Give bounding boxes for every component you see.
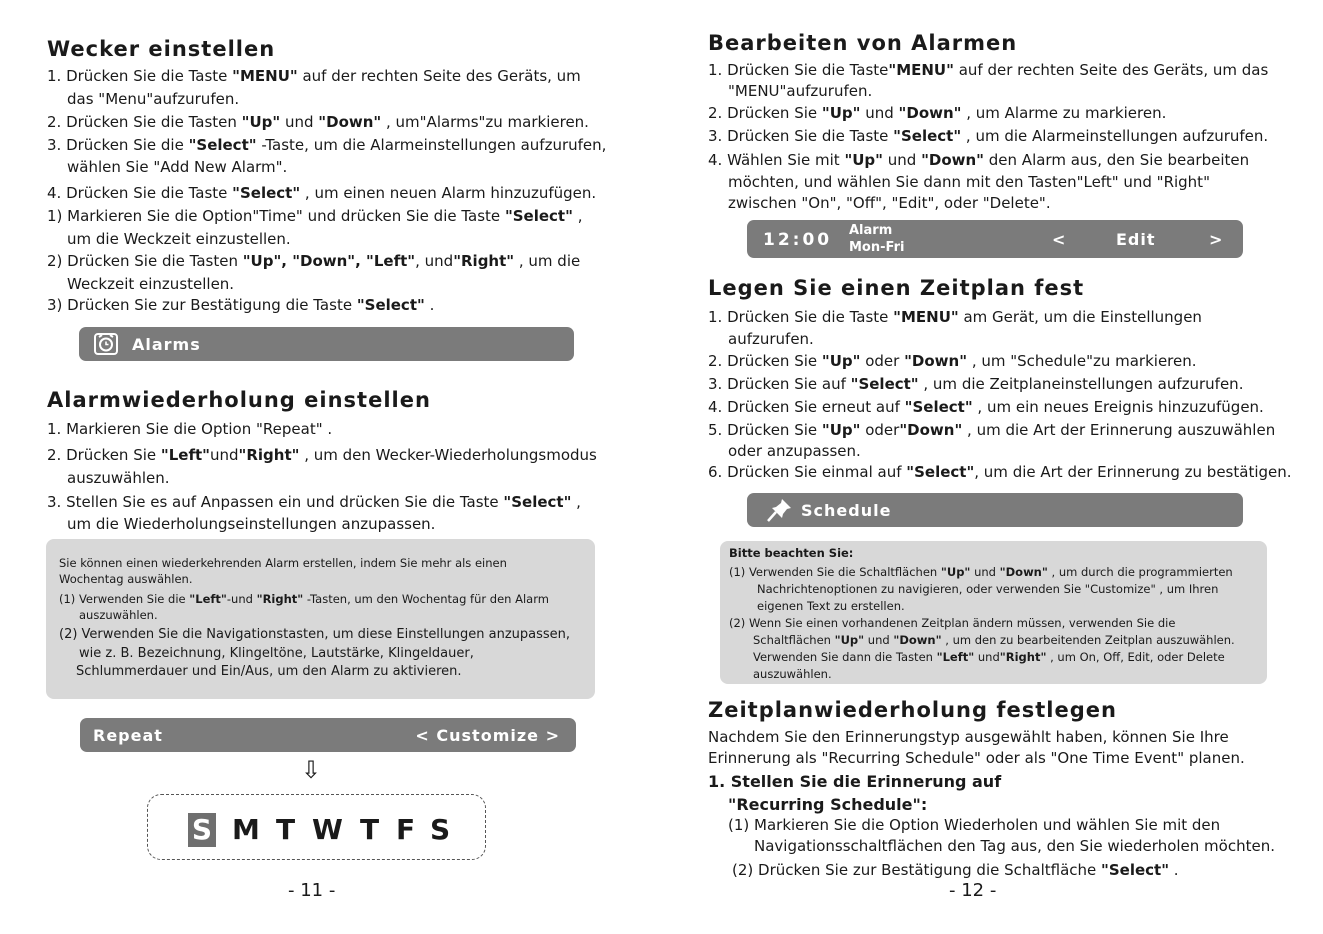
step-4: 4. Drücken Sie die Taste "Select" , um einen neuen Alarm hinzuzufügen. xyxy=(47,184,597,202)
note-line: wie z. B. Bezeichnung, Klingeltöne, Lautstärke, Klingeldauer, xyxy=(79,646,474,661)
schedule-step-3: 3. Drücken Sie auf "Select" , um die Zeitplaneinstellungen aufzurufen. xyxy=(708,375,1244,393)
alarm-days: Mon-Fri xyxy=(849,240,905,255)
note-line: (1) Verwenden Sie die "Left"-und "Right" -Tasten, um den Wochentag für den Alarm xyxy=(59,592,549,606)
repeat-setting-bar xyxy=(80,718,576,752)
repeat-step-3: 3. Stellen Sie es auf Anpassen ein und drücken Sie die Taste "Select" , xyxy=(47,493,581,511)
alarm-time: 12:00 xyxy=(763,230,833,250)
repeat-step-3-cont: um die Wiederholungseinstellungen anzupassen. xyxy=(67,515,436,533)
edit-step-4-cont: möchten, und wählen Sie dann mit den Tasten"Left" und "Right" xyxy=(728,173,1210,191)
note-line: auszuwählen. xyxy=(753,667,832,681)
edit-step-1: 1. Drücken Sie die Taste"MENU" auf der rechten Seite des Geräts, um das xyxy=(708,61,1269,79)
note-line: Wochentag auswählen. xyxy=(59,572,193,586)
recurring-step-1: (1) Markieren Sie die Option Wiederholen und wählen Sie mit den xyxy=(728,816,1221,834)
substep-2: 2) Drücken Sie die Tasten "Up", "Down", "Left", und"Right" , um die xyxy=(47,252,581,270)
next-option-arrow: > xyxy=(1209,230,1224,249)
weekday-selector xyxy=(147,794,486,860)
step-3-cont: wählen Sie "Add New Alarm". xyxy=(67,158,288,176)
note-line: eigenen Text zu erstellen. xyxy=(757,599,905,613)
step-1: 1. Drücken Sie die Taste "MENU" auf der rechten Seite des Geräts, um xyxy=(47,67,581,85)
recurring-step-2: (2) Drücken Sie zur Bestätigung die Schaltfläche "Select" . xyxy=(732,861,1179,879)
day-wednesday: W xyxy=(312,813,343,846)
down-arrow-icon: ⇩ xyxy=(301,756,322,784)
repeat-step-1: 1. Markieren Sie die Option "Repeat" . xyxy=(47,420,333,438)
edit-step-2: 2. Drücken Sie "Up" und "Down" , um Alarme zu markieren. xyxy=(708,104,1167,122)
heading-wecker-einstellen: Wecker einstellen xyxy=(47,37,276,61)
repeat-step-2-cont: auszuwählen. xyxy=(67,469,170,487)
note-line: Schlummerdauer und Ein/Aus, um den Alarm zu aktivieren. xyxy=(76,664,462,679)
step-2: 2. Drücken Sie die Tasten "Up" und "Down" , um"Alarms"zu markieren. xyxy=(47,113,589,131)
schedule-note-box xyxy=(720,541,1267,684)
heading-zeitplanwiederholung: Zeitplanwiederholung festlegen xyxy=(708,698,1117,722)
repeat-step-2: 2. Drücken Sie "Left"und"Right" , um den Wecker-Wiederholungsmodus xyxy=(47,446,597,464)
recurring-step-1-cont: Navigationsschaltflächen den Tag aus, den Sie wiederholen möchten. xyxy=(754,837,1275,855)
edit-step-4-cont2: zwischen "On", "Off", "Edit", oder "Delete". xyxy=(728,194,1051,212)
recurring-heading-cont: "Recurring Schedule": xyxy=(728,795,928,814)
day-tuesday: T xyxy=(276,813,296,846)
schedule-step-1: 1. Drücken Sie die Taste "MENU" am Gerät, um die Einstellungen xyxy=(708,308,1202,326)
note-line: auszuwählen. xyxy=(79,608,158,622)
repeat-intro-cont: Erinnerung als "Recurring Schedule" oder als "One Time Event" planen. xyxy=(708,749,1245,767)
schedule-step-1-cont: aufzurufen. xyxy=(728,330,814,348)
page-number: - 11 - xyxy=(288,880,336,901)
pushpin-icon xyxy=(765,497,795,527)
alarm-edit-bar xyxy=(747,220,1243,258)
substep-3: 3) Drücken Sie zur Bestätigung die Taste "Select" . xyxy=(47,296,435,314)
note-line: (2) Verwenden Sie die Navigationstasten, um diese Einstellungen anzupassen, xyxy=(59,627,571,642)
recurring-heading: 1. Stellen Sie die Erinnerung auf xyxy=(708,772,1002,791)
schedule-step-6: 6. Drücken Sie einmal auf "Select", um die Art der Erinnerung zu bestätigen. xyxy=(708,463,1292,481)
day-saturday: S xyxy=(430,813,451,846)
page-number: - 12 - xyxy=(949,880,997,901)
edit-step-3: 3. Drücken Sie die Taste "Select" , um die Alarmeinstellungen aufzurufen. xyxy=(708,127,1269,145)
alarm-name: Alarm xyxy=(849,223,893,238)
step-3: 3. Drücken Sie die "Select" -Taste, um die Alarmeinstellungen aufzurufen, xyxy=(47,136,607,154)
page-12 xyxy=(661,0,1323,934)
schedule-step-5: 5. Drücken Sie "Up" oder"Down" , um die Art der Erinnerung auszuwählen xyxy=(708,421,1276,439)
step-1-cont: das "Menu"aufzurufen. xyxy=(67,90,240,108)
schedule-step-5-cont: oder anzupassen. xyxy=(728,442,861,460)
note-title: Bitte beachten Sie: xyxy=(729,546,854,560)
schedule-label: Schedule xyxy=(801,501,892,520)
schedule-menu-bar xyxy=(747,493,1243,527)
substep-2-cont: Weckzeit einzustellen. xyxy=(67,275,235,293)
note-line: Verwenden Sie dann die Tasten "Left" und"Right" , um On, Off, Edit, oder Delete xyxy=(753,650,1225,664)
note-line: Nachrichtenoptionen zu navigieren, oder verwenden Sie "Customize" , um Ihren xyxy=(757,582,1219,596)
edit-step-4: 4. Wählen Sie mit "Up" und "Down" den Alarm aus, den Sie bearbeiten xyxy=(708,151,1250,169)
note-line: Schaltflächen "Up" und "Down" , um den zu bearbeitenden Zeitplan auszuwählen. xyxy=(753,633,1235,647)
repeat-value: < Customize > xyxy=(415,726,560,745)
substep-1: 1) Markieren Sie die Option"Time" und drücken Sie die Taste "Select" , xyxy=(47,207,583,225)
note-line: Sie können einen wiederkehrenden Alarm erstellen, indem Sie mehr als einen xyxy=(59,556,507,570)
prev-option-arrow: < xyxy=(1052,230,1067,249)
info-note-box xyxy=(46,539,595,699)
alarms-menu-bar xyxy=(79,327,574,361)
repeat-intro: Nachdem Sie den Erinnerungstyp ausgewählt haben, können Sie Ihre xyxy=(708,728,1229,746)
edit-step-1-cont: "MENU"aufzurufen. xyxy=(728,82,873,100)
heading-zeitplan: Legen Sie einen Zeitplan fest xyxy=(708,276,1085,300)
heading-bearbeiten-von-alarmen: Bearbeiten von Alarmen xyxy=(708,31,1018,55)
note-line: (2) Wenn Sie einen vorhandenen Zeitplan ändern müssen, verwenden Sie die xyxy=(729,616,1176,630)
schedule-step-2: 2. Drücken Sie "Up" oder "Down" , um "Schedule"zu markieren. xyxy=(708,352,1197,370)
schedule-step-4: 4. Drücken Sie erneut auf "Select" , um ein neues Ereignis hinzuzufügen. xyxy=(708,398,1264,416)
note-line: (1) Verwenden Sie die Schaltflächen "Up" und "Down" , um durch die programmierten xyxy=(729,565,1233,579)
page-11 xyxy=(0,0,661,934)
repeat-label: Repeat xyxy=(93,726,163,745)
day-friday: F xyxy=(396,813,416,846)
heading-alarmwiederholung: Alarmwiederholung einstellen xyxy=(47,388,431,412)
day-sunday-selected: S xyxy=(188,813,216,847)
alarm-action-edit: Edit xyxy=(1116,230,1156,249)
day-thursday: T xyxy=(360,813,380,846)
alarms-label: Alarms xyxy=(132,335,201,354)
day-monday: M xyxy=(232,813,260,846)
substep-1-cont: um die Weckzeit einzustellen. xyxy=(67,230,291,248)
alarm-clock-icon xyxy=(93,332,119,360)
